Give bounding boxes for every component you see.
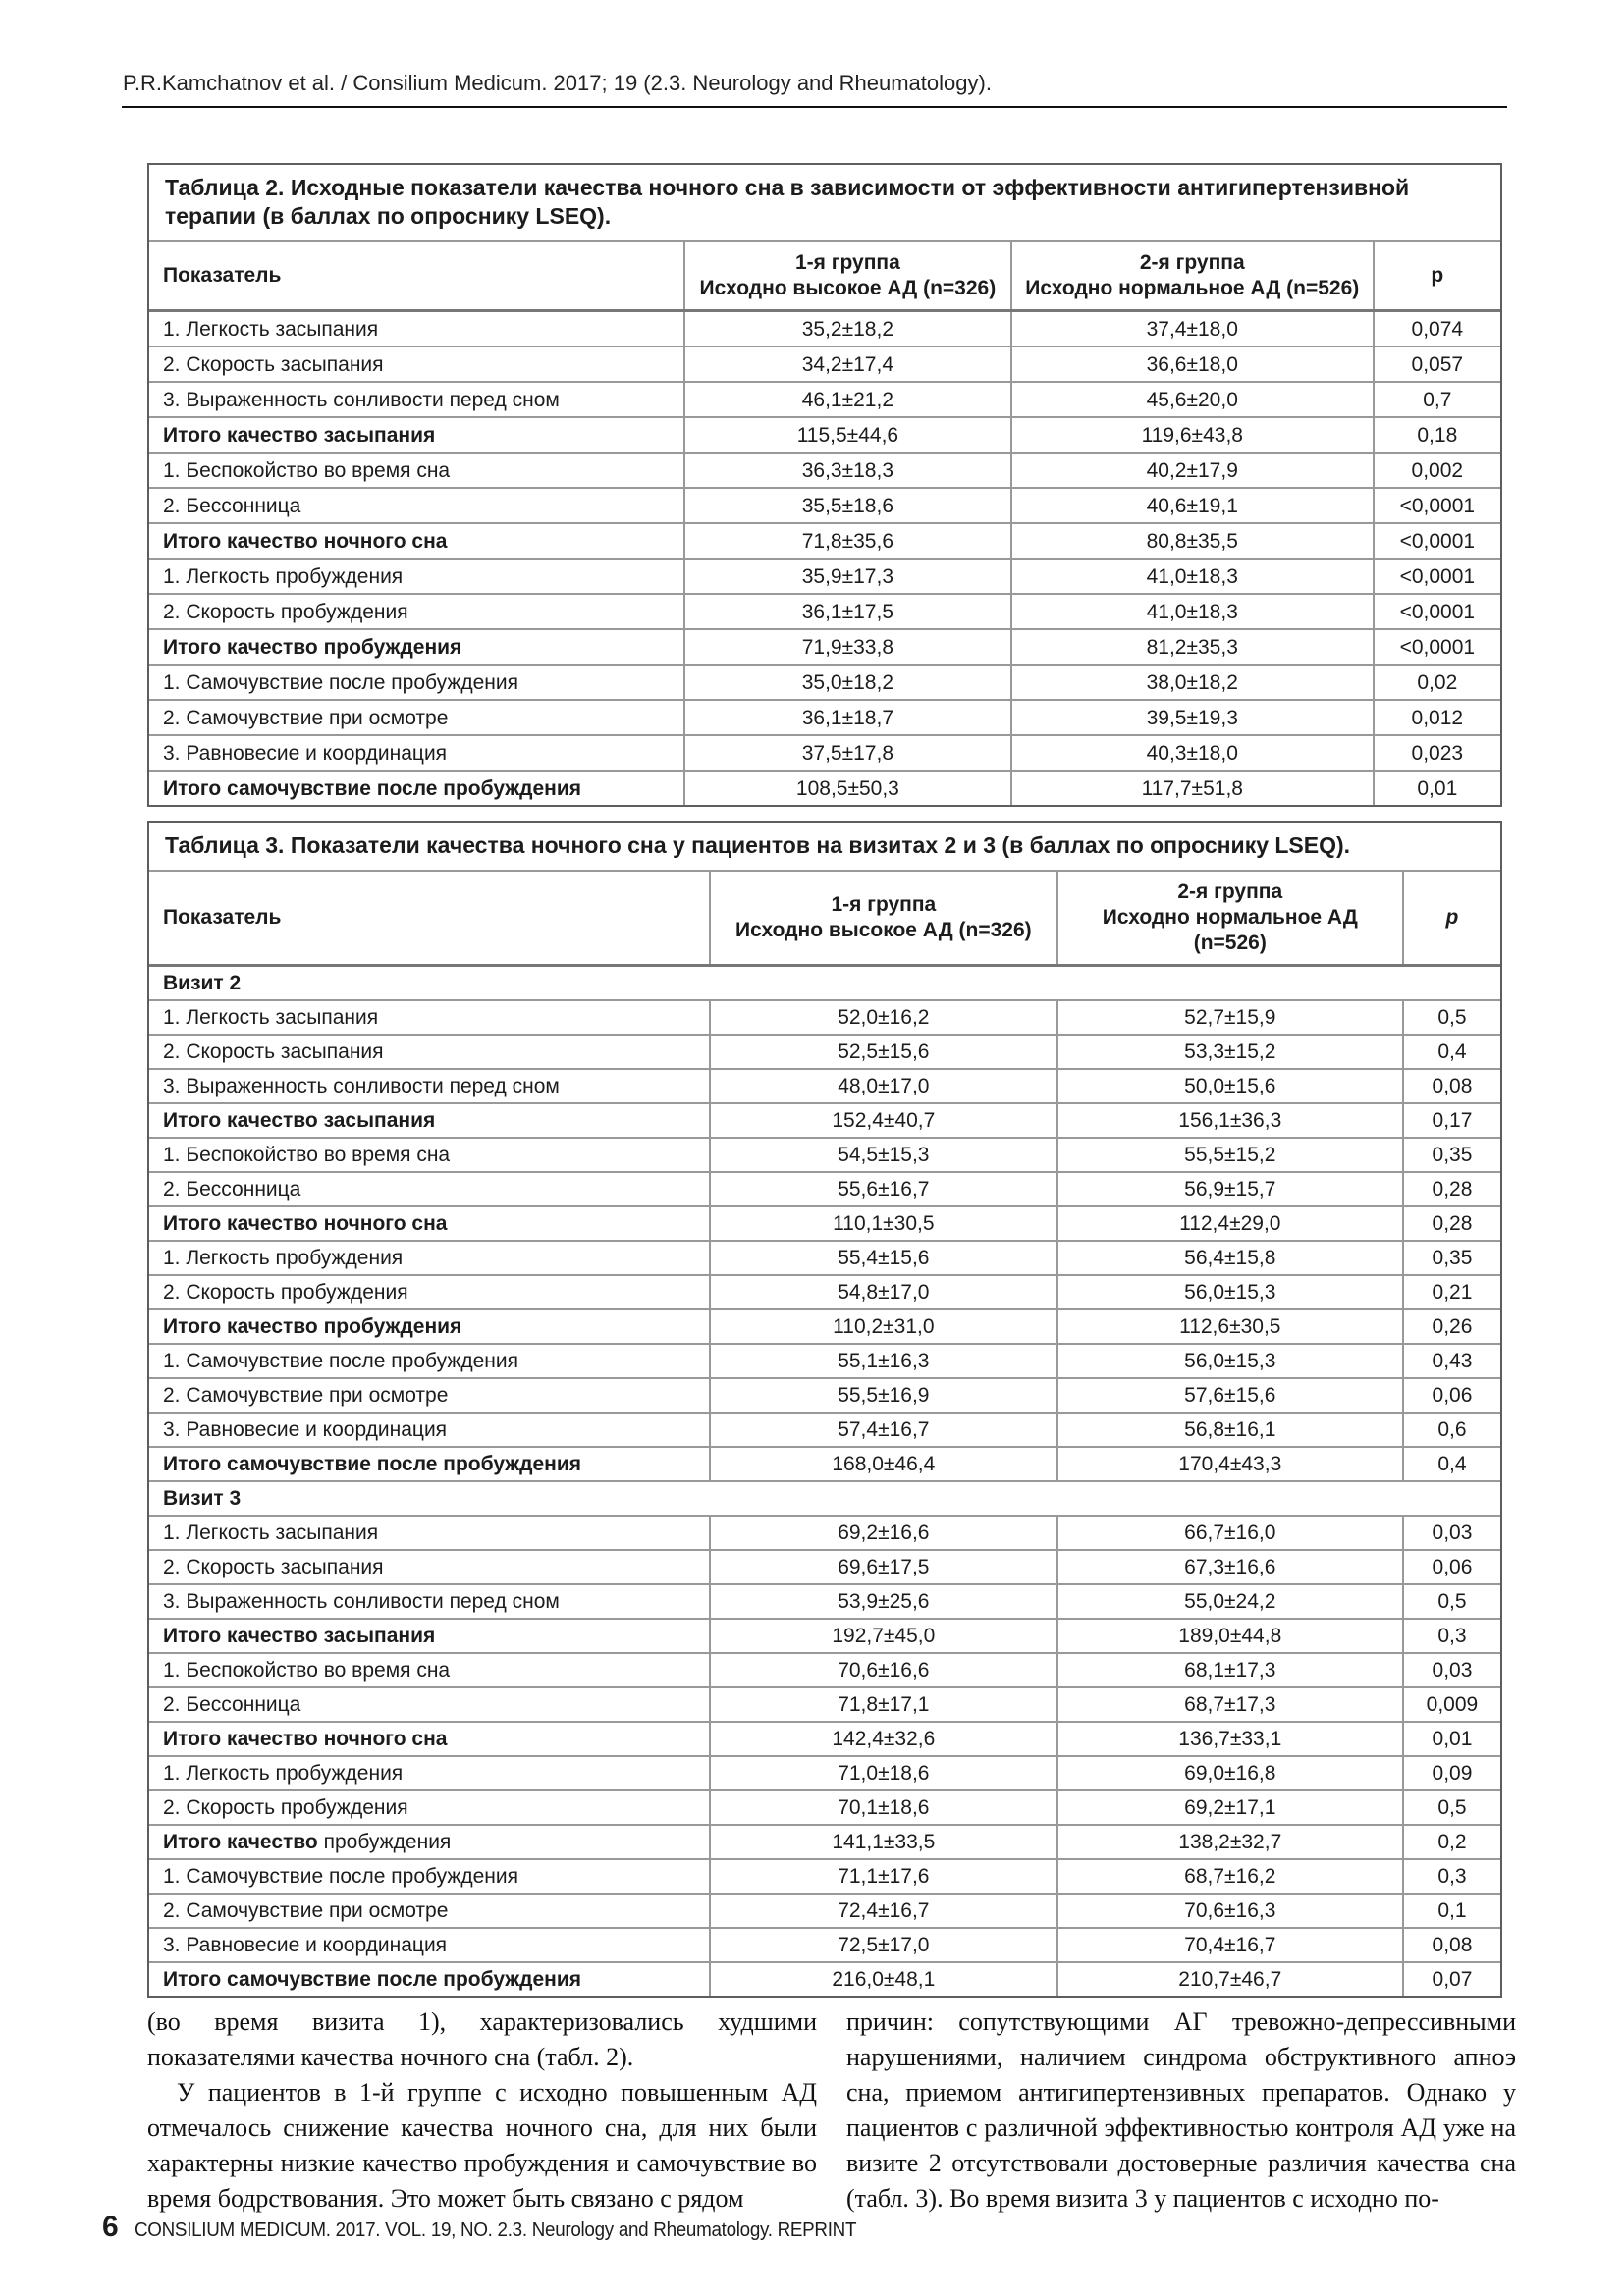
group1-value: 35,5±18,6 xyxy=(684,488,1011,523)
group2-value: 56,0±15,3 xyxy=(1057,1275,1403,1309)
table-row xyxy=(149,1069,1500,1103)
section-row xyxy=(149,966,1500,1001)
group1-value: 72,5±17,0 xyxy=(710,1928,1057,1962)
group2-value: 68,7±17,3 xyxy=(1057,1687,1403,1722)
row-label: Итого качество пробуждения xyxy=(149,629,684,665)
table-3-grid xyxy=(149,872,1500,1996)
group1-value: 55,1±16,3 xyxy=(710,1344,1057,1378)
p-value: 0,3 xyxy=(1403,1619,1500,1653)
p-value: 0,5 xyxy=(1403,1000,1500,1035)
table-header-row xyxy=(149,872,1500,966)
table-row xyxy=(149,1309,1500,1344)
p-value: 0,08 xyxy=(1403,1069,1500,1103)
group1-value: 110,2±31,0 xyxy=(710,1309,1057,1344)
body-text xyxy=(147,2004,1516,2216)
group1-value: 35,9±17,3 xyxy=(684,559,1011,594)
table-row xyxy=(149,1206,1500,1241)
table-row xyxy=(149,594,1500,629)
p-value: 0,43 xyxy=(1403,1344,1500,1378)
table-row xyxy=(149,1687,1500,1722)
row-label: 2. Скорость засыпания xyxy=(149,1550,710,1584)
group1-value: 152,4±40,7 xyxy=(710,1103,1057,1138)
p-value: 0,7 xyxy=(1374,382,1500,417)
row-label: 2. Самочувствие при осмотре xyxy=(149,700,684,735)
group1-value: 192,7±45,0 xyxy=(710,1619,1057,1653)
group1-value: 53,9±25,6 xyxy=(710,1584,1057,1619)
group1-value: 55,6±16,7 xyxy=(710,1172,1057,1206)
row-label: 1. Легкость засыпания xyxy=(149,311,684,347)
table-row xyxy=(149,1413,1500,1447)
row-label: 3. Равновесие и координация xyxy=(149,1928,710,1962)
p-value: 0,4 xyxy=(1403,1447,1500,1481)
group1-value: 70,6±16,6 xyxy=(710,1653,1057,1687)
table-row xyxy=(149,417,1500,453)
table-row xyxy=(149,1928,1500,1962)
row-label: 2. Самочувствие при осмотре xyxy=(149,1378,710,1413)
group1-value: 70,1±18,6 xyxy=(710,1790,1057,1825)
col-header-p: p xyxy=(1403,872,1500,966)
row-label: Итого качество ночного сна xyxy=(149,1206,710,1241)
group2-value: 69,0±16,8 xyxy=(1057,1756,1403,1790)
col-header-p: p xyxy=(1374,242,1500,311)
table-row xyxy=(149,1344,1500,1378)
table-row xyxy=(149,1172,1500,1206)
group2-value: 37,4±18,0 xyxy=(1011,311,1374,347)
p-value: 0,18 xyxy=(1374,417,1500,453)
table-2-box xyxy=(147,163,1502,807)
table-row xyxy=(149,1894,1500,1928)
p-value: 0,07 xyxy=(1403,1962,1500,1996)
row-label: 1. Беспокойство во время сна xyxy=(149,1138,710,1172)
group2-value: 45,6±20,0 xyxy=(1011,382,1374,417)
table-row xyxy=(149,1790,1500,1825)
p-value: <0,0001 xyxy=(1374,523,1500,559)
group1-value: 71,8±35,6 xyxy=(684,523,1011,559)
p-value: 0,28 xyxy=(1403,1172,1500,1206)
row-label: 1. Легкость пробуждения xyxy=(149,1241,710,1275)
table-row xyxy=(149,488,1500,523)
col-header-group2: 2-я группа Исходно нормальное АД (n=526) xyxy=(1057,872,1403,966)
group1-value: 110,1±30,5 xyxy=(710,1206,1057,1241)
group1-value: 71,1±17,6 xyxy=(710,1859,1057,1894)
group2-value: 55,5±15,2 xyxy=(1057,1138,1403,1172)
group2-value: 80,8±35,5 xyxy=(1011,523,1374,559)
group1-value: 54,8±17,0 xyxy=(710,1275,1057,1309)
table-3-title: Таблица 3. Показатели качества ночного сна у пациентов на визитах 2 и 3 (в баллах по опроснику LSEQ). xyxy=(149,823,1500,872)
table-header-row xyxy=(149,242,1500,311)
table-row xyxy=(149,1275,1500,1309)
p-value: 0,01 xyxy=(1403,1722,1500,1756)
row-label: 1. Легкость пробуждения xyxy=(149,1756,710,1790)
group2-value: 38,0±18,2 xyxy=(1011,665,1374,700)
col-header-indicator: Показатель xyxy=(149,872,710,966)
p-value: 0,012 xyxy=(1374,700,1500,735)
group1-value: 71,9±33,8 xyxy=(684,629,1011,665)
group2-value: 119,6±43,8 xyxy=(1011,417,1374,453)
group2-value: 53,3±15,2 xyxy=(1057,1035,1403,1069)
group1-value: 46,1±21,2 xyxy=(684,382,1011,417)
p-value: 0,057 xyxy=(1374,347,1500,382)
row-label: 1. Легкость пробуждения xyxy=(149,559,684,594)
group1-value: 48,0±17,0 xyxy=(710,1069,1057,1103)
row-label: 1. Самочувствие после пробуждения xyxy=(149,1859,710,1894)
group2-value: 138,2±32,7 xyxy=(1057,1825,1403,1859)
group1-value: 37,5±17,8 xyxy=(684,735,1011,771)
group2-value: 40,3±18,0 xyxy=(1011,735,1374,771)
p-value: 0,074 xyxy=(1374,311,1500,347)
group1-value: 71,0±18,6 xyxy=(710,1756,1057,1790)
running-header: P.R.Kamchatnov et al. / Consilium Medicum. 2017; 19 (2.3. Neurology and Rheumatology). xyxy=(123,71,992,95)
group2-value: 210,7±46,7 xyxy=(1057,1962,1403,1996)
group2-value: 56,8±16,1 xyxy=(1057,1413,1403,1447)
table-row xyxy=(149,1584,1500,1619)
table-row xyxy=(149,771,1500,805)
p-value: 0,5 xyxy=(1403,1790,1500,1825)
group2-value: 52,7±15,9 xyxy=(1057,1000,1403,1035)
table-row xyxy=(149,1447,1500,1481)
p-value: 0,03 xyxy=(1403,1653,1500,1687)
p-value: 0,6 xyxy=(1403,1413,1500,1447)
row-label: Итого качество пробуждения xyxy=(149,1309,710,1344)
p-value: 0,01 xyxy=(1374,771,1500,805)
table-row xyxy=(149,1000,1500,1035)
p-value: 0,28 xyxy=(1403,1206,1500,1241)
table-row xyxy=(149,1859,1500,1894)
p-value: 0,5 xyxy=(1403,1584,1500,1619)
section-label: Визит 2 xyxy=(149,966,1500,1001)
row-label: 1. Самочувствие после пробуждения xyxy=(149,665,684,700)
group1-value: 35,0±18,2 xyxy=(684,665,1011,700)
footer-text: CONSILIUM MEDICUM. 2017. VOL. 19, NO. 2.3. Neurology and Rheumatology. REPRINT xyxy=(134,2219,856,2241)
section-row xyxy=(149,1481,1500,1516)
row-label: Итого самочувствие после пробуждения xyxy=(149,1447,710,1481)
group2-value: 170,4±43,3 xyxy=(1057,1447,1403,1481)
row-label: 1. Легкость засыпания xyxy=(149,1000,710,1035)
table-row xyxy=(149,1516,1500,1550)
row-label: 2. Скорость пробуждения xyxy=(149,1790,710,1825)
group2-value: 40,6±19,1 xyxy=(1011,488,1374,523)
group1-value: 108,5±50,3 xyxy=(684,771,1011,805)
row-label: Итого качество засыпания xyxy=(149,417,684,453)
row-label: Итого самочувствие после пробуждения xyxy=(149,1962,710,1996)
p-value: 0,02 xyxy=(1374,665,1500,700)
group2-value: 57,6±15,6 xyxy=(1057,1378,1403,1413)
group2-value: 40,2±17,9 xyxy=(1011,453,1374,488)
row-label: Итого качество засыпания xyxy=(149,1619,710,1653)
table-3-box xyxy=(147,821,1502,1998)
p-value: 0,1 xyxy=(1403,1894,1500,1928)
group1-value: 71,8±17,1 xyxy=(710,1687,1057,1722)
table-2-grid xyxy=(149,242,1500,805)
group2-value: 189,0±44,8 xyxy=(1057,1619,1403,1653)
table-row xyxy=(149,1756,1500,1790)
table-row xyxy=(149,1138,1500,1172)
group1-value: 55,4±15,6 xyxy=(710,1241,1057,1275)
p-value: 0,26 xyxy=(1403,1309,1500,1344)
group2-value: 70,6±16,3 xyxy=(1057,1894,1403,1928)
group2-value: 112,4±29,0 xyxy=(1057,1206,1403,1241)
group1-value: 142,4±32,6 xyxy=(710,1722,1057,1756)
p-value: <0,0001 xyxy=(1374,488,1500,523)
table-row xyxy=(149,1550,1500,1584)
row-label: 3. Выраженность сонливости перед сном xyxy=(149,1584,710,1619)
row-label: 2. Скорость пробуждения xyxy=(149,1275,710,1309)
page-number: 6 xyxy=(102,2211,119,2243)
table-row xyxy=(149,665,1500,700)
row-label: 2. Скорость пробуждения xyxy=(149,594,684,629)
group1-value: 115,5±44,6 xyxy=(684,417,1011,453)
row-label: 1. Беспокойство во время сна xyxy=(149,1653,710,1687)
page-footer xyxy=(102,2211,902,2244)
header-rule xyxy=(122,106,1507,108)
row-label: 3. Равновесие и координация xyxy=(149,1413,710,1447)
row-label: 3. Выраженность сонливости перед сном xyxy=(149,382,684,417)
col-header-indicator: Показатель xyxy=(149,242,684,311)
p-value: 0,009 xyxy=(1403,1687,1500,1722)
group1-value: 57,4±16,7 xyxy=(710,1413,1057,1447)
p-value: 0,4 xyxy=(1403,1035,1500,1069)
group2-value: 117,7±51,8 xyxy=(1011,771,1374,805)
group2-value: 68,1±17,3 xyxy=(1057,1653,1403,1687)
col-header-group2: 2-я группа Исходно нормальное АД (n=526) xyxy=(1011,242,1374,311)
p-value: 0,06 xyxy=(1403,1550,1500,1584)
group1-value: 55,5±16,9 xyxy=(710,1378,1057,1413)
p-value: 0,2 xyxy=(1403,1825,1500,1859)
text-column-left xyxy=(147,2004,817,2216)
table-row xyxy=(149,453,1500,488)
p-value: 0,03 xyxy=(1403,1516,1500,1550)
paragraph: (во время визита 1), характеризовались худшими показателями качества ночного сна (табл. 2). xyxy=(147,2007,817,2071)
group2-value: 69,2±17,1 xyxy=(1057,1790,1403,1825)
row-label: 2. Бессонница xyxy=(149,488,684,523)
row-label: 2. Скорость засыпания xyxy=(149,1035,710,1069)
table-row xyxy=(149,523,1500,559)
p-value: 0,21 xyxy=(1403,1275,1500,1309)
table-row xyxy=(149,735,1500,771)
row-label: 1. Самочувствие после пробуждения xyxy=(149,1344,710,1378)
group2-value: 70,4±16,7 xyxy=(1057,1928,1403,1962)
table-row xyxy=(149,1619,1500,1653)
group1-value: 52,0±16,2 xyxy=(710,1000,1057,1035)
p-value: 0,3 xyxy=(1403,1859,1500,1894)
p-value: <0,0001 xyxy=(1374,629,1500,665)
row-label: Итого качество засыпания xyxy=(149,1103,710,1138)
p-value: 0,023 xyxy=(1374,735,1500,771)
group1-value: 36,1±17,5 xyxy=(684,594,1011,629)
group1-value: 69,2±16,6 xyxy=(710,1516,1057,1550)
row-label: Итого самочувствие после пробуждения xyxy=(149,771,684,805)
table-row xyxy=(149,1962,1500,1996)
col-header-group1: 1-я группа Исходно высокое АД (n=326) xyxy=(710,872,1057,966)
p-value: 0,35 xyxy=(1403,1241,1500,1275)
group2-value: 56,0±15,3 xyxy=(1057,1344,1403,1378)
row-label: 3. Равновесие и координация xyxy=(149,735,684,771)
row-label: 1. Легкость засыпания xyxy=(149,1516,710,1550)
group1-value: 216,0±48,1 xyxy=(710,1962,1057,1996)
table-row xyxy=(149,1722,1500,1756)
table-row xyxy=(149,347,1500,382)
p-value: <0,0001 xyxy=(1374,559,1500,594)
group1-value: 69,6±17,5 xyxy=(710,1550,1057,1584)
p-value: <0,0001 xyxy=(1374,594,1500,629)
row-label: 2. Самочувствие при осмотре xyxy=(149,1894,710,1928)
col-header-group1: 1-я группа Исходно высокое АД (n=326) xyxy=(684,242,1011,311)
group1-value: 36,1±18,7 xyxy=(684,700,1011,735)
table-row xyxy=(149,382,1500,417)
table-row xyxy=(149,1653,1500,1687)
table-row xyxy=(149,1103,1500,1138)
table-row xyxy=(149,559,1500,594)
group1-value: 36,3±18,3 xyxy=(684,453,1011,488)
group1-value: 54,5±15,3 xyxy=(710,1138,1057,1172)
group2-value: 112,6±30,5 xyxy=(1057,1309,1403,1344)
group2-value: 56,9±15,7 xyxy=(1057,1172,1403,1206)
group1-value: 168,0±46,4 xyxy=(710,1447,1057,1481)
row-label: Итого качество пробуждения xyxy=(149,1825,710,1859)
section-label: Визит 3 xyxy=(149,1481,1500,1516)
group2-value: 67,3±16,6 xyxy=(1057,1550,1403,1584)
group1-value: 35,2±18,2 xyxy=(684,311,1011,347)
row-label: Итого качество ночного сна xyxy=(149,1722,710,1756)
p-value: 0,35 xyxy=(1403,1138,1500,1172)
paragraph: У пациентов в 1-й группе с исходно повышенным АД отмечалось снижение качества ночного сна, для них были характерны низкие качество пробуждения и самочувствие во время бодрствования. Это может быть связано с рядом xyxy=(147,2078,817,2213)
table-row xyxy=(149,1825,1500,1859)
group2-value: 39,5±19,3 xyxy=(1011,700,1374,735)
group1-value: 52,5±15,6 xyxy=(710,1035,1057,1069)
group2-value: 136,7±33,1 xyxy=(1057,1722,1403,1756)
group2-value: 50,0±15,6 xyxy=(1057,1069,1403,1103)
group2-value: 41,0±18,3 xyxy=(1011,559,1374,594)
table-row xyxy=(149,311,1500,347)
group2-value: 41,0±18,3 xyxy=(1011,594,1374,629)
p-value: 0,08 xyxy=(1403,1928,1500,1962)
group2-value: 66,7±16,0 xyxy=(1057,1516,1403,1550)
group2-value: 156,1±36,3 xyxy=(1057,1103,1403,1138)
table-row xyxy=(149,1378,1500,1413)
group2-value: 56,4±15,8 xyxy=(1057,1241,1403,1275)
p-value: 0,06 xyxy=(1403,1378,1500,1413)
row-label: 2. Бессонница xyxy=(149,1687,710,1722)
group2-value: 36,6±18,0 xyxy=(1011,347,1374,382)
row-label: 2. Бессонница xyxy=(149,1172,710,1206)
row-label: 2. Скорость засыпания xyxy=(149,347,684,382)
row-label: 3. Выраженность сонливости перед сном xyxy=(149,1069,710,1103)
p-value: 0,09 xyxy=(1403,1756,1500,1790)
group2-value: 68,7±16,2 xyxy=(1057,1859,1403,1894)
table-row xyxy=(149,1241,1500,1275)
group1-value: 141,1±33,5 xyxy=(710,1825,1057,1859)
row-label: 1. Беспокойство во время сна xyxy=(149,453,684,488)
group2-value: 81,2±35,3 xyxy=(1011,629,1374,665)
group1-value: 72,4±16,7 xyxy=(710,1894,1057,1928)
group2-value: 55,0±24,2 xyxy=(1057,1584,1403,1619)
row-label: Итого качество ночного сна xyxy=(149,523,684,559)
table-row xyxy=(149,700,1500,735)
paragraph: причин: сопутствующими АГ тревожно-депрессивными нарушениями, наличием синдрома обструктивного апноэ сна, приемом антигипертензивных препаратов. Однако у пациентов с различной эффективностью контроля АД уже на визите 2 отсутствовали достоверные различия качества сна (табл. 3). Во время визита 3 у пациентов с исходно по- xyxy=(846,2007,1516,2213)
table-row xyxy=(149,629,1500,665)
table-row xyxy=(149,1035,1500,1069)
p-value: 0,17 xyxy=(1403,1103,1500,1138)
text-column-right xyxy=(846,2004,1516,2216)
p-value: 0,002 xyxy=(1374,453,1500,488)
table-2-title: Таблица 2. Исходные показатели качества ночного сна в зависимости от эффективности антигипертензивной терапии (в баллах по опроснику LSEQ). xyxy=(149,165,1500,242)
group1-value: 34,2±17,4 xyxy=(684,347,1011,382)
